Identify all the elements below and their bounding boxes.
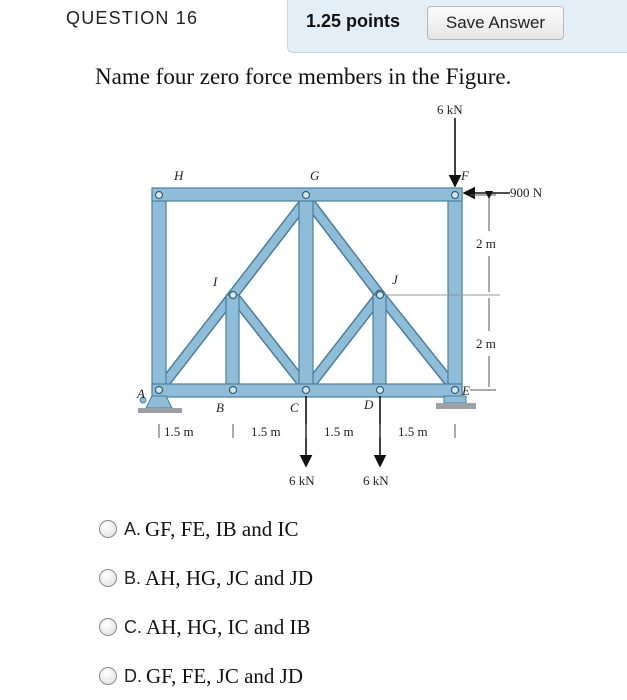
option-letter: A. [124,518,142,539]
load-top-label: 6 kN [437,102,463,117]
label-e: E [462,383,470,398]
member-gc [299,193,313,393]
option-text: GF, FE, JC and JD [146,663,304,688]
load-d-label: 6 kN [363,473,389,488]
option-text: AH, HG, IC and IB [146,614,311,639]
truss-members [152,188,462,397]
option-c[interactable] [99,612,310,642]
option-d[interactable] [99,661,303,691]
span-4-label: 1.5 m [398,424,428,439]
question-text: Name four zero force members in the Figure. [95,64,512,89]
radio-icon[interactable] [99,667,117,685]
radio-icon[interactable] [99,569,117,587]
option-letter: D. [124,665,142,686]
member-fe [448,193,462,393]
span-3-label: 1.5 m [324,424,354,439]
label-j: J [392,272,398,287]
label-c: C [290,400,299,415]
radio-icon[interactable] [99,618,117,636]
label-g: G [310,168,320,183]
option-text: AH, HG, JC and JD [145,565,314,590]
option-b[interactable] [99,563,313,593]
member-ib [226,295,239,393]
span-2-label: 1.5 m [251,424,281,439]
support-e [436,396,476,409]
option-text: GF, FE, IB and IC [145,516,299,541]
dim-lower-label: 2 m [476,336,496,351]
option-letter: C. [124,616,142,637]
label-b: B [216,400,224,415]
vertical-dimension [386,195,500,390]
radio-icon[interactable] [99,520,117,538]
dim-upper-label: 2 m [476,236,496,251]
truss-figure [0,96,627,506]
member-jd [373,295,386,393]
label-a: A [137,386,145,401]
question-number: QUESTION 16 [66,8,199,28]
question-header [0,0,627,52]
label-d: D [364,397,374,412]
points-value: 1.25 points [306,11,401,31]
load-right-label: 900 N [510,185,543,200]
label-f: F [461,168,469,183]
save-answer-button[interactable]: Save Answer [427,6,564,40]
option-letter: B. [124,567,142,588]
label-i: I [213,274,218,289]
label-h: H [174,168,184,183]
member-ah [152,193,166,393]
load-c-label: 6 kN [289,473,315,488]
option-a[interactable] [99,514,299,544]
span-1-label: 1.5 m [164,424,194,439]
